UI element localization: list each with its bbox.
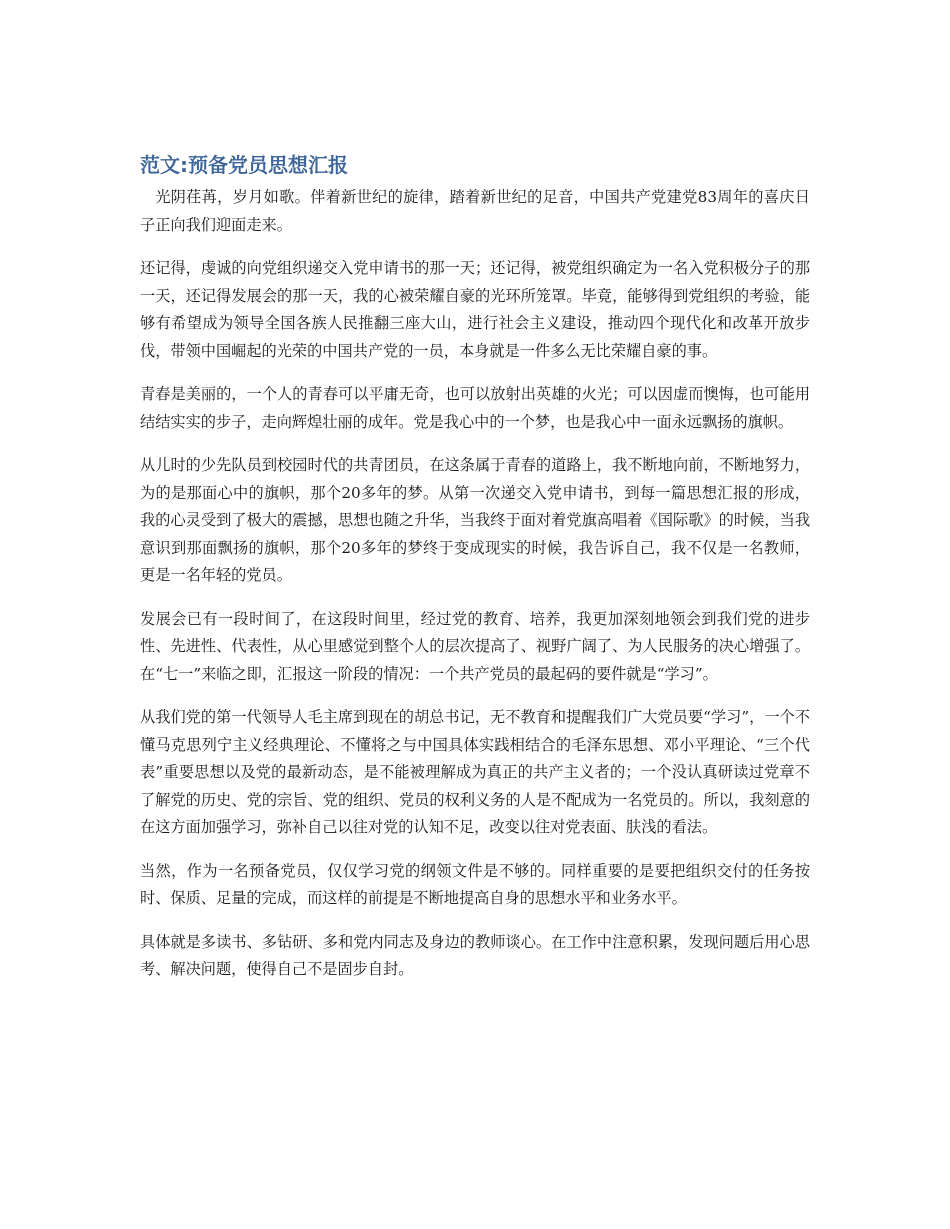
paragraph: 还记得，虔诚的向党组织递交入党申请书的那一天；还记得，被党组织确定为一名入党积极分子的那一天，还记得发展会的那一天，我的心被荣耀自豪的光环所笼罩。毕竟，能够得到党组织的考验，能够有希望成为领导全国各族人民推翻三座大山，进行社会主义建设，推动四个现代化和改革开放步伐，带领中国崛起的光荣的中国共产党的一员，本身就是一件多么无比荣耀自豪的事。: [140, 259, 810, 360]
paragraph: 发展会已有一段时间了，在这段时间里，经过党的教育、培养，我更加深刻地领会到我们党的进步性、先进性、代表性，从心里感觉到整个人的层次提高了、视野广阔了、为人民服务的决心增强了。在“七一”来临之即，汇报这一阶段的情况：一个共产党员的最起码的要件就是“学习”。: [140, 609, 810, 683]
paragraph: 光阴荏苒，岁月如歌。伴着新世纪的旋律，踏着新世纪的足音，中国共产党建党83周年的喜庆日子正向我们迎面走来。: [140, 188, 810, 234]
document-body: [140, 151, 810, 1000]
paragraph: 青春是美丽的，一个人的青春可以平庸无奇，也可以放射出英雄的火光；可以因虚而懊悔，也可能用结结实实的步子，走向辉煌壮丽的成年。党是我心中的一个梦，也是我心中一面永远飘扬的旗帜。: [140, 385, 810, 431]
paragraph: 当然，作为一名预备党员，仅仅学习党的纲领文件是不够的。同样重要的是要把组织交付的任务按时、保质、足量的完成，而这样的前提是不断地提高自身的思想水平和业务水平。: [140, 861, 810, 907]
paragraph: 从儿时的少先队员到校园时代的共青团员，在这条属于青春的道路上，我不断地向前，不断地努力，为的是那面心中的旗帜，那个20多年的梦。从第一次递交入党申请书，到每一篇思想汇报的形成，我的心灵受到了极大的震撼，思想也随之升华，当我终于面对着党旗高唱着《国际歌》的时候，当我意识到那面飘扬的旗帜，那个20多年的梦终于变成现实的时候，我告诉自己，我不仅是一名教师，更是一名年轻的党员。: [140, 456, 810, 584]
paragraph: 具体就是多读书、多钻研、多和党内同志及身边的教师谈心。在工作中注意积累，发现问题后用心思考、解决问题，使得自己不是固步自封。: [140, 932, 810, 978]
paragraph: 从我们党的第一代领导人毛主席到现在的胡总书记，无不教育和提醒我们广大党员要“学习”，一个不懂马克思列宁主义经典理论、不懂将之与中国具体实践相结合的毛泽东思想、邓小平理论、“三个代表”重要思想以及党的最新动态，是不能被理解成为真正的共产主义者的；一个没认真研读过党章不了解党的历史、党的宗旨、党的组织、党员的权利义务的人是不配成为一名党员的。所以，我刻意的在这方面加强学习，弥补自己以往对党的认知不足，改变以往对党表面、肤浅的看法。: [140, 708, 810, 836]
document-title: 范文:预备党员思想汇报: [140, 153, 348, 177]
